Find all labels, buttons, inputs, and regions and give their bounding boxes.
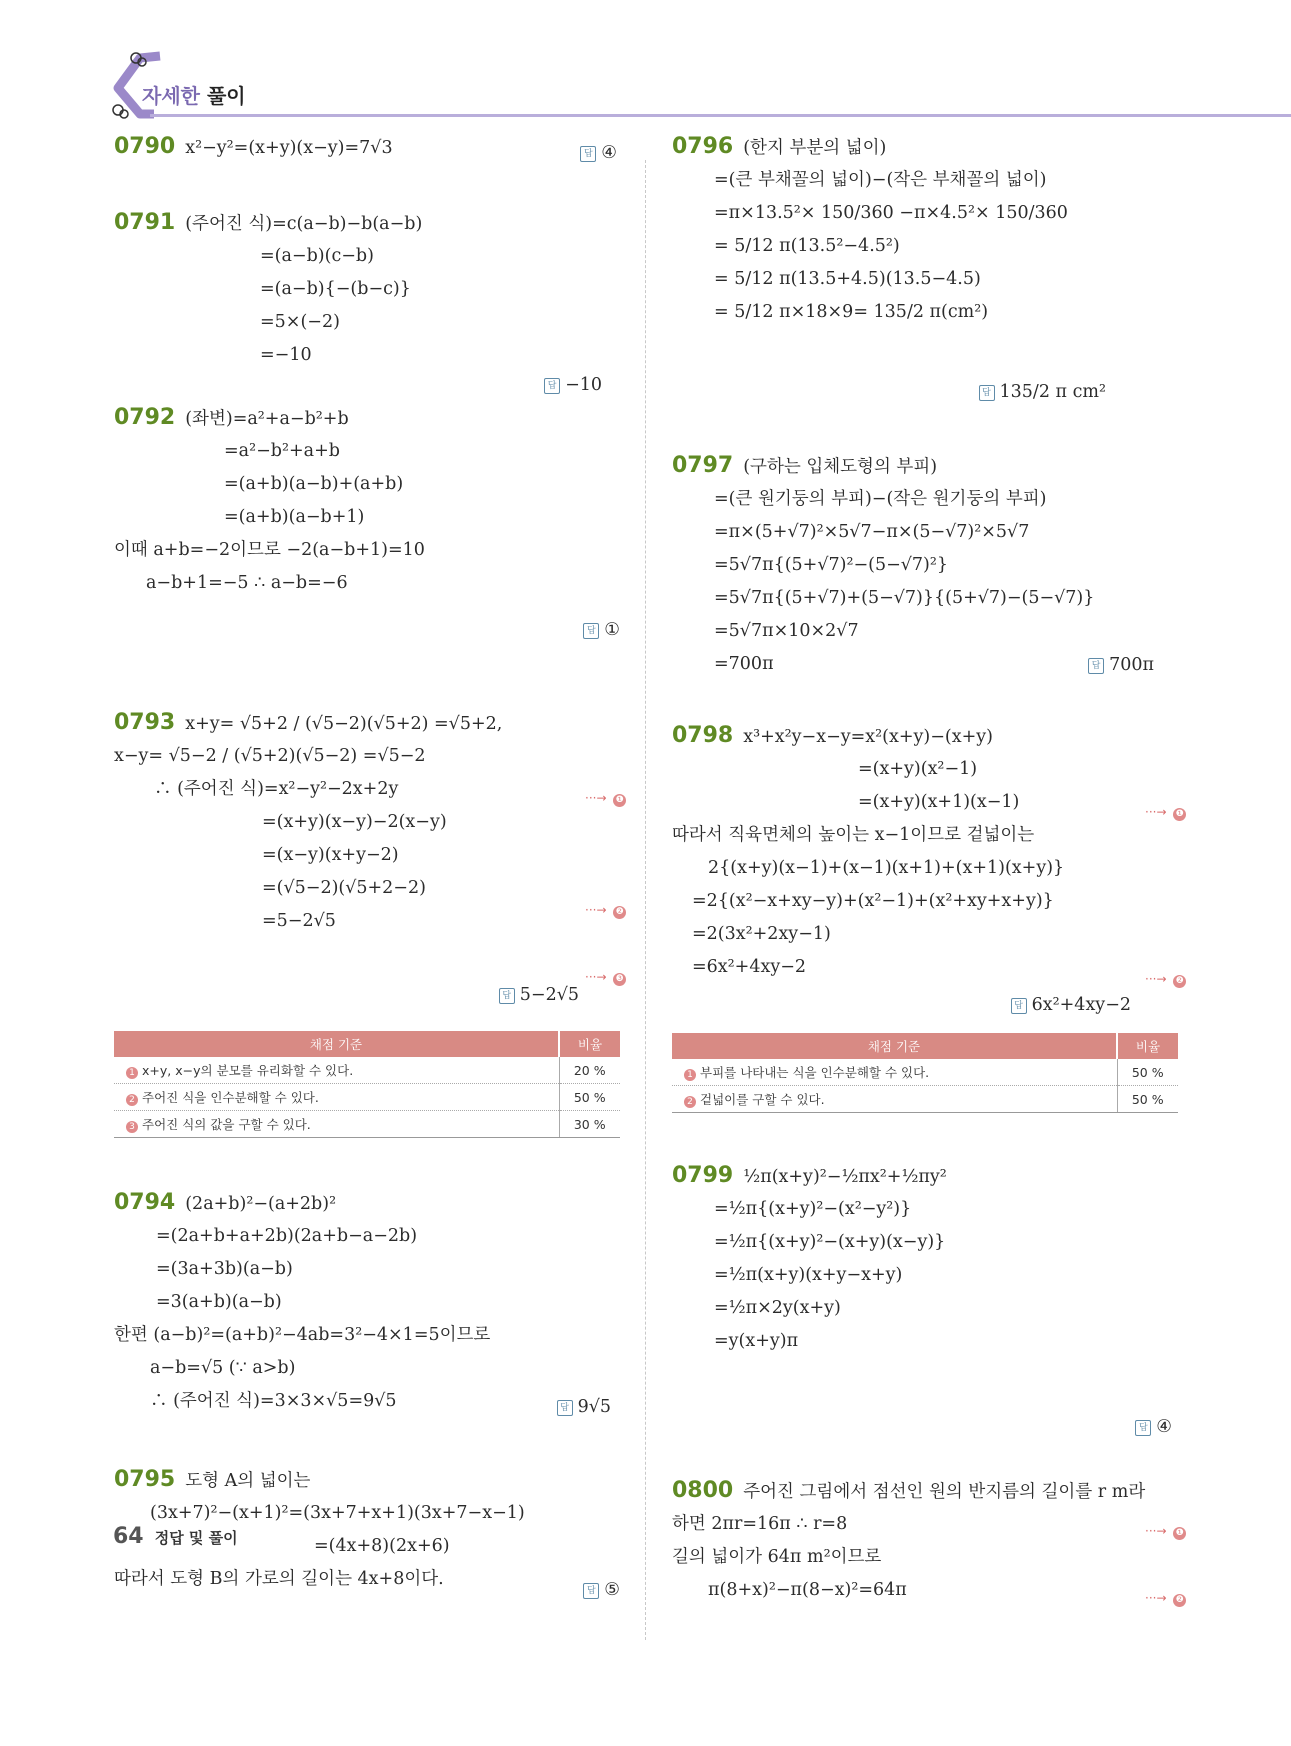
criteria-header: 채점 기준	[114, 1031, 559, 1057]
step-number-icon: ❶	[1173, 1527, 1186, 1540]
problem-line: =(x+y)(x+1)(x−1)	[858, 792, 1020, 812]
answer-icon: 답	[580, 146, 596, 162]
answer-value: 135/2 π cm²	[999, 382, 1106, 402]
answer-icon: 답	[583, 623, 599, 639]
problem-text: (2a+b)²−(a+2b)²	[185, 1194, 337, 1214]
problem-line: =a²−b²+a+b	[224, 441, 340, 461]
problem-text: 주어진 그림에서 점선인 원의 반지름의 길이를 r m라	[743, 1482, 1146, 1502]
problem-text: 도형 A의 넓이는	[185, 1471, 311, 1491]
problem-line: =5√7π{(5+√7)+(5−√7)}{(5+√7)−(5−√7)}	[714, 588, 1095, 608]
problem-line: =(x+y)(x−y)−2(x−y)	[262, 812, 447, 832]
criteria-row	[114, 1084, 620, 1111]
problem-line: =5√7π×10×2√7	[714, 621, 859, 641]
criteria-ratio: 50 %	[1117, 1086, 1178, 1113]
criteria-text: 3 주어진 식의 값을 구할 수 있다.	[114, 1111, 559, 1138]
problem-line: =(a−b){−(b−c)}	[260, 279, 411, 299]
answer-icon: 답	[583, 1583, 599, 1599]
answer-icon: 답	[499, 988, 515, 1004]
problem-text: ½π(x+y)²−½πx²+½πy²	[743, 1167, 947, 1187]
criteria-text: 2 겉넓이를 구할 수 있다.	[672, 1086, 1117, 1113]
problem-line: ∴ (주어진 식)=x²−y²−2x+2y	[154, 779, 399, 799]
step-marker: ···→ ❶	[1145, 805, 1186, 821]
criteria-ratio: 30 %	[559, 1111, 620, 1138]
answer-value: 700π	[1109, 655, 1154, 675]
problem-line: =(큰 원기둥의 부피)−(작은 원기둥의 부피)	[714, 489, 1047, 509]
problem-line-first	[114, 210, 422, 237]
criteria-row	[672, 1059, 1178, 1086]
problem-number: 0796	[672, 134, 734, 159]
criteria-ratio: 50 %	[1117, 1059, 1178, 1086]
problem-number: 0790	[114, 134, 176, 159]
problem-number: 0791	[114, 210, 176, 235]
problem-line: = 5/12 π(13.5+4.5)(13.5−4.5)	[714, 269, 981, 289]
answer-icon: 답	[1088, 658, 1104, 674]
problem-line: ∴ (주어진 식)=3×3×√5=9√5	[150, 1391, 397, 1411]
answer-value: ④	[601, 143, 617, 163]
problem-line-first	[672, 134, 886, 161]
criteria-number-icon: 2	[684, 1096, 696, 1108]
problem-line: 길의 넓이가 64π m²이므로	[672, 1547, 882, 1567]
problem-line: =(x−y)(x+y−2)	[262, 845, 399, 865]
problem-line: a−b=√5 (∵ a>b)	[150, 1358, 296, 1378]
problem-text: x²−y²=(x+y)(x−y)=7√3	[185, 138, 393, 158]
problem-line-first	[672, 1163, 947, 1190]
answer-value: ④	[1156, 1417, 1172, 1437]
problem-line-first	[672, 453, 937, 480]
answer-label	[499, 985, 579, 1005]
criteria-ratio: 20 %	[559, 1057, 620, 1084]
problem-text: (한지 부분의 넓이)	[743, 138, 887, 158]
header-title-part: 풀이	[206, 84, 246, 108]
problem-line: =(3a+3b)(a−b)	[156, 1259, 293, 1279]
criteria-text: 1 부피를 나타내는 식을 인수분해할 수 있다.	[672, 1059, 1117, 1086]
answer-label	[1135, 1417, 1172, 1437]
problem-line: =(a+b)(a−b+1)	[224, 507, 365, 527]
problem-line: = 5/12 π×18×9= 135/2 π(cm²)	[714, 302, 989, 322]
header-rule	[150, 114, 1291, 117]
criteria-text: 2 주어진 식을 인수분해할 수 있다.	[114, 1084, 559, 1111]
step-marker: ···→ ❷	[1145, 1591, 1186, 1607]
problem-line: =(큰 부채꼴의 넓이)−(작은 부채꼴의 넓이)	[714, 170, 1047, 190]
footer-label: 정답 및 풀이	[154, 1529, 238, 1547]
criteria-row	[114, 1057, 620, 1084]
problem-line: 한편 (a−b)²=(a+b)²−4ab=3²−4×1=5이므로	[114, 1325, 491, 1345]
answer-label	[1011, 995, 1131, 1015]
answer-label	[1088, 655, 1154, 675]
problem-line: =y(x+y)π	[714, 1331, 799, 1351]
problem-number: 0795	[114, 1467, 176, 1492]
problem-line-first	[114, 1467, 310, 1494]
criteria-row	[672, 1086, 1178, 1113]
answer-label	[583, 620, 620, 640]
grading-criteria-table	[114, 1031, 620, 1138]
page-footer	[113, 1524, 238, 1549]
problem-line: =5√7π{(5+√7)²−(5−√7)²}	[714, 555, 949, 575]
problem-line: =π×(5+√7)²×5√7−π×(5−√7)²×5√7	[714, 522, 1030, 542]
step-marker: ···→ ❶	[585, 791, 626, 807]
column-divider	[645, 160, 646, 1640]
answer-icon: 답	[544, 378, 560, 394]
problem-line: =½π{(x+y)²−(x²−y²)}	[714, 1199, 912, 1219]
criteria-row	[114, 1111, 620, 1138]
answer-icon: 답	[979, 385, 995, 401]
problem-line: a−b+1=−5 ∴ a−b=−6	[146, 573, 348, 593]
problem-text: x+y= √5+2 / (√5−2)(√5+2) =√5+2,	[185, 714, 503, 734]
problem-line: 따라서 직육면체의 높이는 x−1이므로 겉넓이는	[672, 825, 1035, 845]
problem-line: =π×13.5²× 150/360 −π×4.5²× 150/360	[714, 203, 1068, 223]
answer-label	[544, 375, 602, 395]
problem-line-first	[114, 1190, 336, 1217]
answer-value: ①	[604, 620, 620, 640]
problem-line: π(8+x)²−π(8−x)²=64π	[708, 1580, 907, 1600]
problem-line: =(√5−2)(√5+2−2)	[262, 878, 426, 898]
problem-text: (주어진 식)=c(a−b)−b(a−b)	[185, 214, 423, 234]
criteria-number-icon: 1	[684, 1069, 696, 1081]
problem-number: 0798	[672, 723, 734, 748]
criteria-number-icon: 3	[126, 1121, 138, 1133]
problem-text: (구하는 입체도형의 부피)	[743, 457, 938, 477]
criteria-text: 1 x+y, x−y의 분모를 유리화할 수 있다.	[114, 1057, 559, 1084]
problem-text: (좌변)=a²+a−b²+b	[185, 409, 349, 429]
answer-label	[979, 382, 1106, 402]
problem-line: =6x²+4xy−2	[692, 957, 807, 977]
problem-line-first	[672, 723, 993, 750]
step-number-icon: ❷	[1173, 975, 1186, 988]
problem-line-first	[672, 1478, 1145, 1505]
answer-label	[583, 1580, 620, 1600]
grading-criteria-table	[672, 1033, 1178, 1113]
problem-line: =½π×2y(x+y)	[714, 1298, 841, 1318]
step-marker: ···→ ❷	[585, 903, 626, 919]
page-header-title	[142, 80, 246, 109]
step-marker: ···→ ❶	[1145, 1524, 1186, 1540]
problem-line: =½π{(x+y)²−(x+y)(x−y)}	[714, 1232, 946, 1252]
ratio-header: 비율	[1117, 1033, 1178, 1059]
problem-line: 따라서 도형 B의 가로의 길이는 4x+8이다.	[114, 1569, 444, 1589]
header-title-part: 자세한	[142, 84, 200, 108]
problem-line: =(2a+b+a+2b)(2a+b−a−2b)	[156, 1226, 418, 1246]
step-marker: ···→ ❷	[1145, 972, 1186, 988]
problem-line: 이때 a+b=−2이므로 −2(a−b+1)=10	[114, 540, 425, 560]
problem-line: =−10	[260, 345, 312, 365]
problem-line: =½π(x+y)(x+y−x+y)	[714, 1265, 903, 1285]
problem-line: =(4x+8)(2x+6)	[314, 1536, 450, 1556]
answer-value: ⑤	[604, 1580, 620, 1600]
problem-line-first	[114, 134, 393, 161]
problem-line: x−y= √5−2 / (√5+2)(√5−2) =√5−2	[114, 746, 426, 766]
problem-line: 하면 2πr=16π ∴ r=8	[672, 1514, 848, 1534]
problem-line: =5×(−2)	[260, 312, 340, 332]
problem-line: (3x+7)²−(x+1)²=(3x+7+x+1)(3x+7−x−1)	[150, 1503, 525, 1523]
problem-number: 0794	[114, 1190, 176, 1215]
answer-value: −10	[565, 375, 602, 395]
problem-line: =(a+b)(a−b)+(a+b)	[224, 474, 404, 494]
answer-label	[580, 143, 617, 163]
answer-icon: 답	[1135, 1420, 1151, 1436]
answer-value: 9√5	[577, 1397, 611, 1417]
problem-number: 0800	[672, 1478, 734, 1503]
problem-line: =5−2√5	[262, 911, 336, 931]
criteria-number-icon: 1	[126, 1067, 138, 1079]
ratio-header: 비율	[559, 1031, 620, 1057]
problem-line: = 5/12 π(13.5²−4.5²)	[714, 236, 900, 256]
answer-icon: 답	[557, 1400, 573, 1416]
step-number-icon: ❷	[613, 906, 626, 919]
problem-line-first	[114, 710, 502, 737]
problem-number: 0799	[672, 1163, 734, 1188]
step-number-icon: ❶	[613, 794, 626, 807]
step-marker: ···→ ❸	[585, 970, 626, 986]
answer-label	[557, 1397, 611, 1417]
criteria-header: 채점 기준	[672, 1033, 1117, 1059]
problem-line: =2{(x²−x+xy−y)+(x²−1)+(x²+xy+x+y)}	[692, 891, 1054, 911]
step-number-icon: ❷	[1173, 1594, 1186, 1607]
problem-line: =700π	[714, 654, 774, 674]
problem-line: =2(3x²+2xy−1)	[692, 924, 831, 944]
problem-number: 0797	[672, 453, 734, 478]
problem-line: =(x+y)(x²−1)	[858, 759, 978, 779]
problem-number: 0793	[114, 710, 176, 735]
answer-value: 6x²+4xy−2	[1031, 995, 1131, 1015]
problem-line: 2{(x+y)(x−1)+(x−1)(x+1)+(x+1)(x+y)}	[708, 858, 1065, 878]
step-number-icon: ❸	[613, 973, 626, 986]
step-number-icon: ❶	[1173, 808, 1186, 821]
answer-value: 5−2√5	[519, 985, 579, 1005]
problem-line: =(a−b)(c−b)	[260, 246, 374, 266]
problem-number: 0792	[114, 405, 176, 430]
answer-icon: 답	[1011, 998, 1027, 1014]
problem-line-first	[114, 405, 349, 432]
criteria-ratio: 50 %	[559, 1084, 620, 1111]
problem-text: x³+x²y−x−y=x²(x+y)−(x+y)	[743, 727, 993, 747]
page-number: 64	[113, 1524, 144, 1549]
problem-line: =3(a+b)(a−b)	[156, 1292, 282, 1312]
criteria-number-icon: 2	[126, 1094, 138, 1106]
